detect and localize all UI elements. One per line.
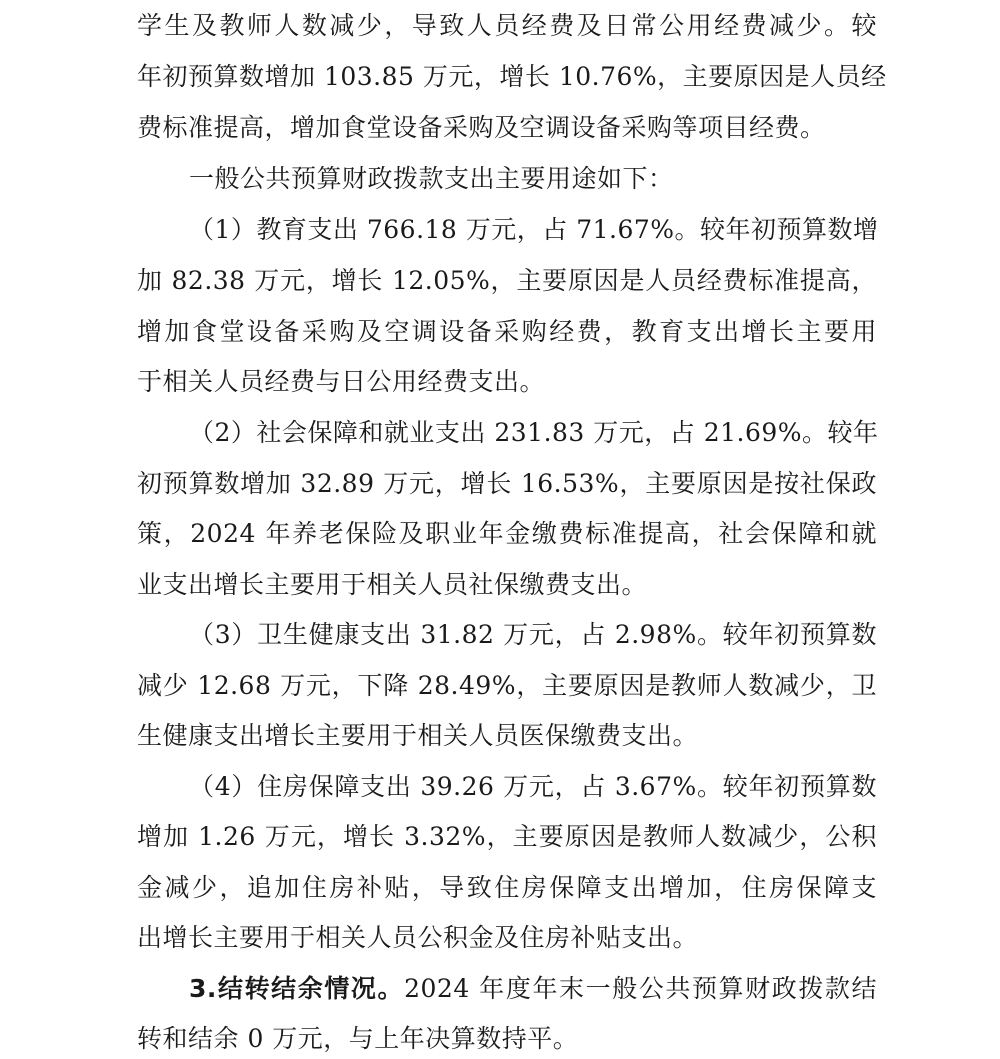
paragraph-line: 加 82.38 万元，增长 12.05%，主要原因是人员经费标准提高， bbox=[137, 266, 877, 295]
paragraph-line: （1）教育支出 766.18 万元，占 71.67%。较年初预算数增 bbox=[189, 215, 879, 244]
paragraph-line: 业支出增长主要用于相关人员社保缴费支出。 bbox=[137, 570, 648, 599]
paragraph-line: 学生及教师人数减少，导致人员经费及日常公用经费减少。较 bbox=[137, 11, 877, 40]
paragraph-line: 费标准提高，增加食堂设备采购及空调设备采购等项目经费。 bbox=[137, 113, 826, 142]
paragraph-line: 出增长主要用于相关人员公积金及住房补贴支出。 bbox=[137, 923, 699, 952]
section-3-line-2: 转和结余 0 万元，与上年决算数持平。 bbox=[137, 1024, 579, 1053]
paragraph-line: （4）住房保障支出 39.26 万元，占 3.67%。较年初预算数 bbox=[189, 772, 877, 801]
section-3-heading: 3.结转结余情况。 bbox=[189, 974, 405, 1003]
paragraph-line: （2）社会保障和就业支出 231.83 万元，占 21.69%。较年 bbox=[189, 418, 879, 447]
paragraph-line: 年初预算数增加 103.85 万元，增长 10.76%，主要原因是人员经 bbox=[137, 62, 887, 91]
paragraph-line: 金减少，追加住房补贴，导致住房保障支出增加，住房保障支 bbox=[137, 873, 877, 902]
paragraph-line: 生健康支出增长主要用于相关人员医保缴费支出。 bbox=[137, 721, 699, 750]
paragraph-line: 策，2024 年养老保险及职业年金缴费标准提高，社会保障和就 bbox=[137, 519, 877, 548]
section-3-line-1 bbox=[189, 969, 877, 1009]
paragraph-line: 增加 1.26 万元，增长 3.32%，主要原因是教师人数减少，公积 bbox=[137, 822, 877, 851]
paragraph-line: 增加食堂设备采购及空调设备采购经费，教育支出增长主要用 bbox=[137, 317, 877, 346]
paragraph-line: 一般公共预算财政拨款支出主要用途如下： bbox=[189, 164, 674, 193]
paragraph-line: （3）卫生健康支出 31.82 万元，占 2.98%。较年初预算数 bbox=[189, 620, 877, 649]
paragraph-line: 初预算数增加 32.89 万元，增长 16.53%，主要原因是按社保政 bbox=[137, 469, 877, 498]
paragraph-line: 减少 12.68 万元，下降 28.49%，主要原因是教师人数减少，卫 bbox=[137, 671, 877, 700]
section-3-text: 2024 年度年末一般公共预算财政拨款结 bbox=[404, 974, 877, 1003]
paragraph-line: 于相关人员经费与日公用经费支出。 bbox=[137, 367, 546, 396]
